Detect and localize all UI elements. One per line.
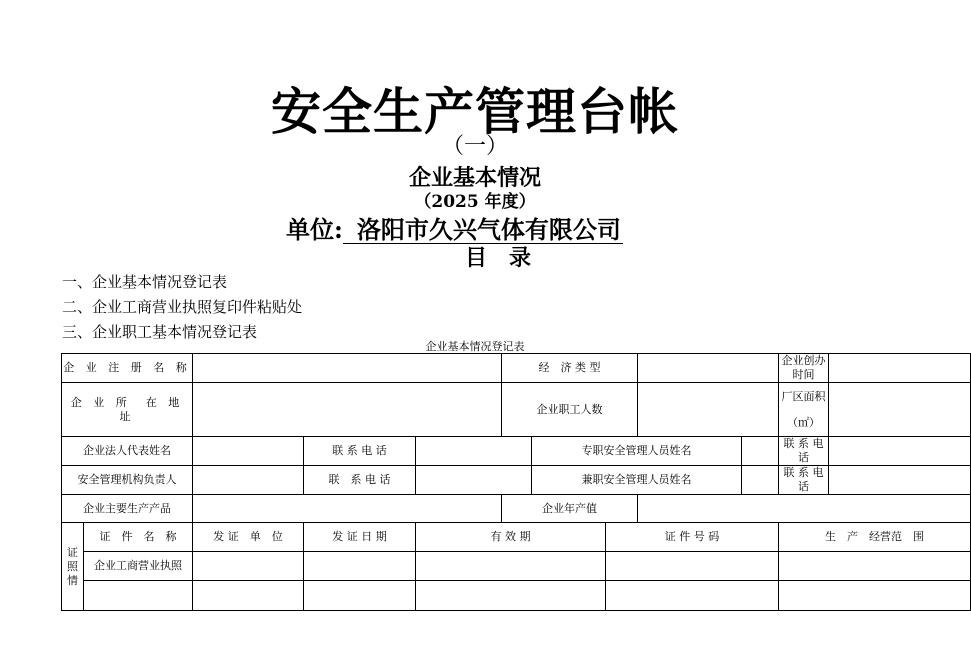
- cert-header-validity: 有 效 期: [416, 523, 606, 552]
- table-row: [62, 437, 971, 466]
- cert-header-issuer: 发 证 单 位: [193, 523, 304, 552]
- cert-row-issuer: [193, 581, 304, 611]
- table-row: [62, 523, 971, 552]
- value-reg-name: [193, 354, 502, 383]
- toc-list: [62, 270, 302, 345]
- value-employees: [638, 383, 779, 437]
- page-title: 安全生产管理台帐: [271, 82, 679, 141]
- value-phone-1: [416, 437, 532, 466]
- cert-header-name: 证 件 名 称: [84, 523, 193, 552]
- table-row: [62, 466, 971, 495]
- value-phone-4: [829, 466, 971, 495]
- cert-row-validity: [416, 581, 606, 611]
- value-founded: [829, 354, 971, 383]
- area-unit: （㎡）: [787, 415, 821, 429]
- label-phone-1: 联 系 电 话: [304, 437, 416, 466]
- toc-item: 二、企业工商营业执照复印件粘贴处: [62, 298, 303, 316]
- cert-row-validity: [416, 552, 606, 581]
- cert-row-issuer: [193, 552, 304, 581]
- label-org-head: 安全管理机构负责人: [62, 466, 193, 495]
- cert-row-name: [84, 581, 193, 611]
- label-employees: 企业职工人数: [502, 383, 638, 437]
- label-legal-rep: 企业法人代表姓名: [62, 437, 193, 466]
- value-area: [829, 383, 971, 437]
- toc-char-2: 录: [509, 245, 532, 271]
- label-area: [779, 383, 829, 437]
- table-row: [62, 354, 971, 383]
- cert-header-date: 发 证 日 期: [304, 523, 416, 552]
- table-row: [62, 383, 971, 437]
- cert-header-number: 证 件 号 码: [606, 523, 779, 552]
- table-row: [62, 552, 971, 581]
- registration-table: [61, 353, 971, 611]
- label-phone-3: 联 系 电 话: [304, 466, 416, 495]
- label-phone-2: 联 系 电 话: [779, 437, 829, 466]
- label-phone-4: 联 系 电 话: [779, 466, 829, 495]
- cert-row-date: [304, 552, 416, 581]
- cert-row-name: 企业工商营业执照: [84, 552, 193, 581]
- value-org-head: [193, 466, 304, 495]
- value-safety-officer: [742, 437, 779, 466]
- cert-row-date: [304, 581, 416, 611]
- unit-label: 单位:: [286, 215, 343, 244]
- cert-row-scope: [779, 581, 971, 611]
- unit-line: [286, 215, 623, 245]
- value-phone-3: [416, 466, 532, 495]
- label-founded: 企业创办时间: [779, 354, 829, 383]
- toc-char-1: 目: [465, 245, 488, 271]
- value-output: [638, 495, 971, 523]
- cert-side-label: [62, 523, 84, 611]
- label-reg-name: 企 业 注 册 名 称: [62, 354, 193, 383]
- value-parttime-officer: [742, 466, 779, 495]
- value-legal-rep: [193, 437, 304, 466]
- label-output: 企业年产值: [502, 495, 638, 523]
- label-parttime-officer: 兼职安全管理人员姓名: [532, 466, 742, 495]
- area-label: 厂区面积: [781, 389, 826, 403]
- label-econ-type: 经 济 类 型: [502, 354, 638, 383]
- year-label: （2025 年度）: [414, 192, 536, 212]
- volume-label: （一）: [441, 134, 508, 159]
- cert-side-char: 证: [67, 545, 78, 559]
- cert-row-scope: [779, 552, 971, 581]
- cert-row-number: [606, 581, 779, 611]
- value-phone-2: [829, 437, 971, 466]
- section-title: 企业基本情况: [408, 165, 541, 191]
- toc-heading: [465, 244, 553, 272]
- label-safety-officer: 专职安全管理人员姓名: [532, 437, 742, 466]
- table-row: [62, 581, 971, 611]
- cert-side-char: 情: [67, 573, 78, 587]
- cert-side-char: 照: [67, 559, 78, 573]
- toc-item: 一、企业基本情况登记表: [62, 273, 228, 291]
- value-address: [193, 383, 502, 437]
- cert-header-scope: 生 产 经营范 围: [779, 523, 971, 552]
- label-address: 企 业 所 在 地 址: [62, 383, 193, 437]
- table-row: [62, 495, 971, 523]
- value-econ-type: [638, 354, 779, 383]
- unit-name: 洛阳市久兴气体有限公司: [343, 217, 623, 244]
- value-products: [193, 495, 502, 523]
- label-products: 企业主要生产产品: [62, 495, 193, 523]
- table-caption: 企业基本情况登记表: [425, 340, 525, 353]
- cert-row-number: [606, 552, 779, 581]
- toc-item: 三、企业职工基本情况登记表: [62, 323, 258, 341]
